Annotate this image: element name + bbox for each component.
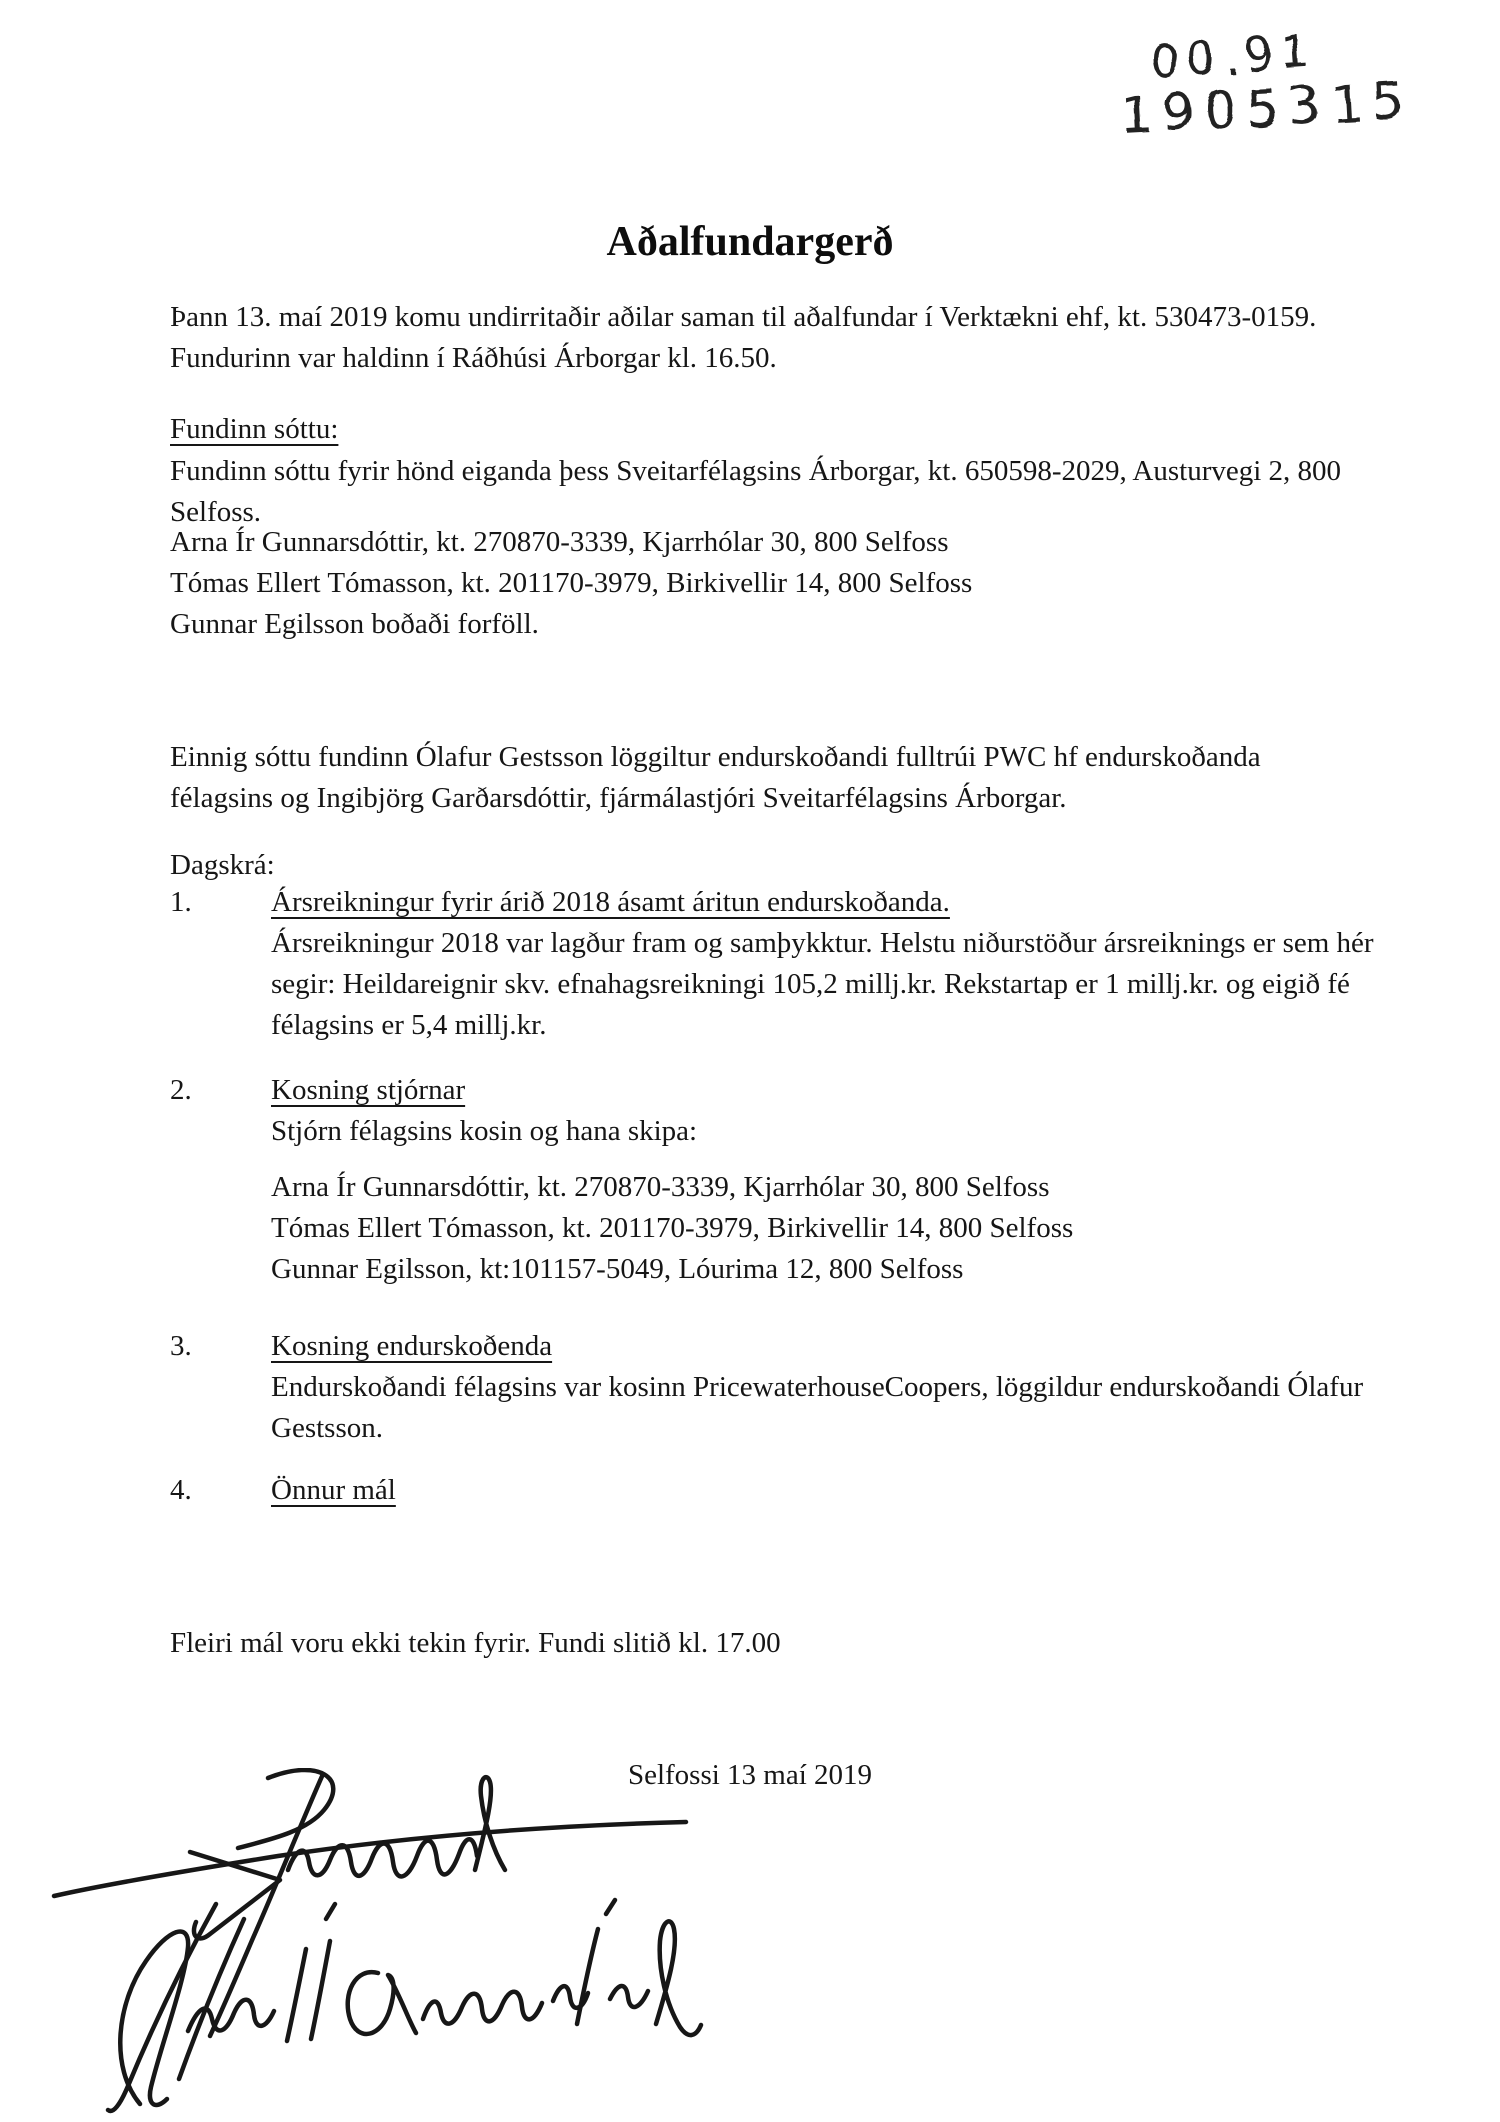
agenda-item-title: Ársreikningur fyrir árið 2018 ásamt áritun endurskoðanda.: [271, 886, 950, 918]
dateline: Selfossi 13 maí 2019: [627, 1759, 873, 1791]
handwritten-registry-note: [1118, 23, 1440, 147]
agenda-item-number: 3.: [170, 1330, 192, 1362]
agenda-item-body: Stjórn félagsins kosin og hana skipa:: [271, 1115, 698, 1147]
elected-board-list: [271, 1167, 1386, 1290]
agenda-item-number: 1.: [170, 886, 192, 918]
board-member-line: Gunnar Egilsson, kt:101157-5049, Lóurima 12, 800 Selfoss: [271, 1253, 964, 1285]
document-title: Aðalfundargerð: [606, 219, 894, 266]
agenda-item-body: Ársreikningur 2018 var lagður fram og samþykktur. Helstu niðurstöður ársreiknings er sem hér segir: Heildareignir skv. efnahagsreikningi 105,2 millj.kr. Rekstartap er 1 millj.kr. og eigið fé félagsins er 5,4 millj.kr.: [271, 927, 1374, 1041]
agenda-item-2: [170, 1070, 1386, 1290]
closing-line: Fleiri mál voru ekki tekin fyrir. Fundi slitið kl. 17.00: [170, 1627, 781, 1659]
agenda-item-title: Kosning stjórnar: [271, 1074, 466, 1106]
board-member-line: Tómas Ellert Tómasson, kt. 201170-3979, Birkivellir 14, 800 Selfoss: [271, 1212, 1074, 1244]
signature-1: [54, 1770, 686, 2036]
handwritten-note-line2: 1905315: [1118, 71, 1416, 147]
intro-paragraph: Þann 13. maí 2019 komu undirritaðir aðilar saman til aðalfundar í Verktækni ehf, kt. 530473-0159. Fundurinn var haldinn í Ráðhúsi Árborgar kl. 16.50.: [170, 301, 1317, 374]
attendee-line: Tómas Ellert Tómasson, kt. 201170-3979, Birkivellir 14, 800 Selfoss: [170, 567, 973, 599]
agenda-item-title: Önnur mál: [271, 1474, 396, 1506]
attendee-list: [170, 522, 1360, 645]
agenda-item-1: [170, 882, 1386, 1046]
agenda-item-number: 2.: [170, 1074, 192, 1106]
board-member-line: Arna Ír Gunnarsdóttir, kt. 270870-3339, Kjarrhólar 30, 800 Selfoss: [271, 1171, 1050, 1203]
agenda-heading: Dagskrá:: [170, 849, 275, 881]
signature-2: [108, 1900, 701, 2111]
agenda-item-body: Endurskoðandi félagsins var kosinn PricewaterhouseCoopers, löggildur endurskoðandi Ólafur Gestsson.: [271, 1371, 1364, 1444]
attendee-line: Arna Ír Gunnarsdóttir, kt. 270870-3339, Kjarrhólar 30, 800 Selfoss: [170, 526, 949, 558]
also-attended-paragraph: Einnig sóttu fundinn Ólafur Gestsson löggiltur endurskoðandi fulltrúi PWC hf endurskoðanda félagsins og Ingibjörg Garðarsdóttir, fjármálastjóri Sveitarfélagsins Árborgar.: [170, 741, 1261, 814]
attendance-owner-line: Fundinn sóttu fyrir hönd eiganda þess Sveitarfélagsins Árborgar, kt. 650598-2029, Austurvegi 2, 800 Selfoss.: [170, 455, 1342, 528]
agenda-item-4: [170, 1470, 1386, 1511]
attendee-line: Gunnar Egilsson boðaði forföll.: [170, 608, 539, 640]
agenda-item-title: Kosning endurskoðenda: [271, 1330, 553, 1362]
handwritten-note-line1: 00.91: [1148, 23, 1319, 89]
attendance-heading: Fundinn sóttu:: [170, 413, 339, 445]
agenda-item-3: [170, 1326, 1386, 1449]
agenda-item-number: 4.: [170, 1474, 192, 1506]
handwritten-signatures: [38, 1768, 718, 2120]
